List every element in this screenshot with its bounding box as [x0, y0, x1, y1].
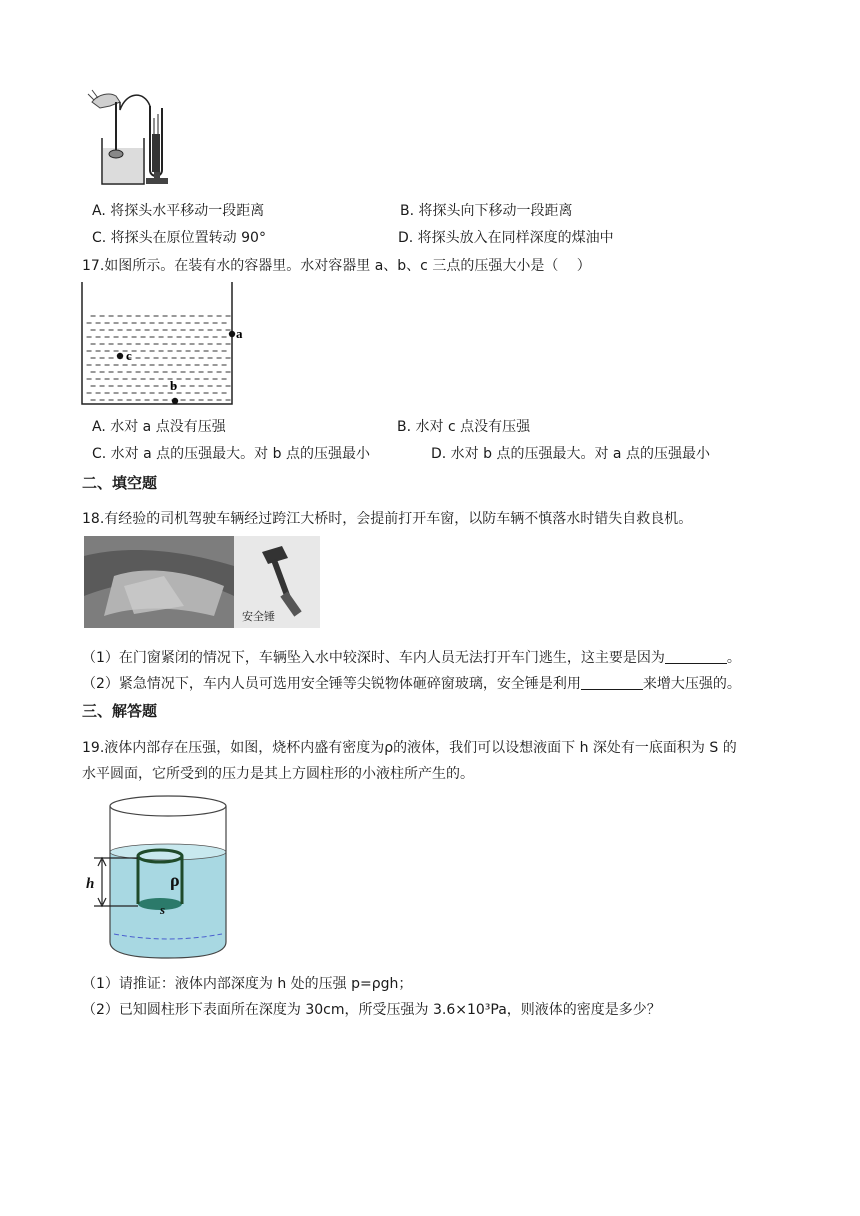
q16-option-c: C. 将探头在原位置转动 90°: [92, 230, 266, 246]
beaker-liquid-column-figure: [82, 792, 232, 962]
water-container-figure: [80, 280, 250, 408]
label-rho: ρ: [170, 870, 180, 890]
q17-option-a: A. 水对 a 点没有压强: [92, 419, 226, 435]
q18-sub2-text: （2）紧急情况下，车内人员可选用安全锤等尖锐物体砸碎窗玻璃，安全锤是利用: [82, 676, 581, 692]
q16-option-d: D. 将探头放入在同样深度的煤油中: [398, 230, 614, 246]
q19-stem-line1: 19.液体内部存在压强，如图，烧杯内盛有密度为ρ的液体，我们可以设想液面下 h 深处有一底面积为 S 的: [82, 740, 737, 756]
label-c: c: [126, 348, 132, 363]
q18-sub2-end: 来增大压强的。: [642, 676, 741, 692]
label-a: a: [236, 326, 243, 341]
section-title-answer: 三、解答题: [82, 702, 158, 720]
safety-hammer-label: 安全锤: [242, 610, 275, 623]
q19-stem-line2: 水平圆面，它所受到的压力是其上方圆柱形的小液柱所产生的。: [82, 766, 474, 782]
q18-sub1-end: 。: [726, 650, 741, 666]
label-b: b: [170, 378, 178, 393]
label-h: h: [86, 876, 95, 892]
q19-sub2: （2）已知圆柱形下表面所在深度为 30cm，所受压强为 3.6×10³Pa，则液体的密度是多少？: [82, 1002, 661, 1018]
q16-option-b: B. 将探头向下移动一段距离: [400, 203, 573, 219]
q18-sub2-blank[interactable]: [581, 675, 643, 690]
car-safety-hammer-photo: [84, 536, 320, 628]
q18-sub1-blank[interactable]: [665, 649, 727, 664]
q18-stem: 18.有经验的司机驾驶车辆经过跨江大桥时，会提前打开车窗，以防车辆不慎落水时错失自救良机。: [82, 511, 693, 527]
q17-stem: 17.如图所示。在装有水的容器里。水对容器里 a、b、c 三点的压强大小是（ ）: [82, 258, 591, 274]
section-title-fill-blank: 二、填空题: [82, 474, 158, 492]
q16-option-a: A. 将探头水平移动一段距离: [92, 203, 265, 219]
q17-option-d: D. 水对 b 点的压强最大。对 a 点的压强最小: [431, 446, 710, 462]
q17-option-c: C. 水对 a 点的压强最大。对 b 点的压强最小: [92, 446, 370, 462]
q18-sub2: [82, 673, 741, 693]
q18-sub1-text: （1）在门窗紧闭的情况下，车辆坠入水中较深时、车内人员无法打开车门逃生，这主要是因为: [82, 650, 665, 666]
probe-manometer-figure: [80, 88, 170, 188]
q18-sub1: [82, 647, 741, 667]
q19-sub1: （1）请推证：液体内部深度为 h 处的压强 p=ρgh；: [82, 976, 413, 992]
q17-option-b: B. 水对 c 点没有压强: [397, 419, 531, 435]
label-s: s: [160, 902, 166, 917]
